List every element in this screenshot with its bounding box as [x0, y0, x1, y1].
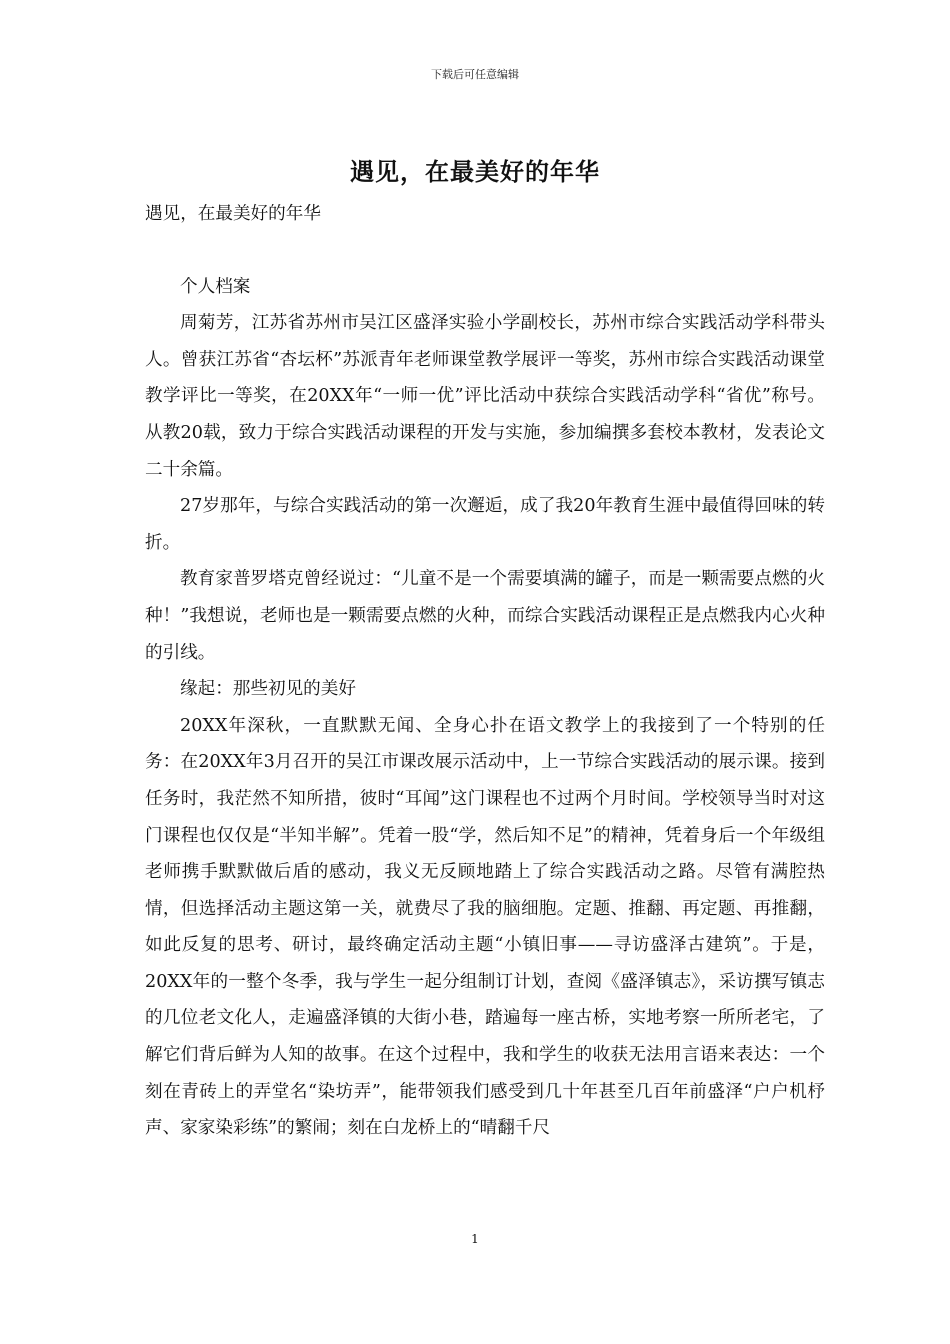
section-heading-profile: 个人档案	[180, 276, 251, 297]
body-paragraph: 27岁那年，与综合实践活动的第一次邂逅，成了我20年教育生涯中最值得回味的转折。	[145, 496, 825, 553]
document-title: 遇见，在最美好的年华	[350, 158, 600, 186]
document-body	[145, 196, 825, 1147]
section-heading-origin: 缘起：那些初见的美好	[180, 679, 356, 700]
profile-paragraph: 周菊芳，江苏省苏州市吴江区盛泽实验小学副校长，苏州市综合实践活动学科带头人。曾获江苏省“杏坛杯”苏派青年老师课堂教学展评一等奖，苏州市综合实践活动课堂教学评比一等奖，在20XX年“一师一优”评比活动中获综合实践活动学科“省优”称号。从教20载，致力于综合实践活动课程的开发与实施，参加编撰多套校本教材，发表论文二十余篇。	[145, 313, 825, 480]
body-paragraph: 20XX年深秋，一直默默无闻、全身心扑在语文教学上的我接到了一个特别的任务：在20XX年3月召开的吴江市课改展示活动中，上一节综合实践活动的展示课。接到任务时，我茫然不知所措，彼时“耳闻”这门课程也不过两个月时间。学校领导当时对这门课程也仅仅是“半知半解”。凭着一股“学，然后知不足”的精神，凭着身后一个年级组老师携手默默做后盾的感动，我义无反顾地踏上了综合实践活动之路。尽管有满腔热情，但选择活动主题这第一关，就费尽了我的脑细胞。定题、推翻、再定题、再推翻，如此反复的思考、研讨，最终确定活动主题“小镇旧事——寻访盛泽古建筑”。于是，20XX年的一整个冬季，我与学生一起分组制订计划，查阅《盛泽镇志》，采访撰写镇志的几位老文化人，走遍盛泽镇的大街小巷，踏遍每一座古桥，实地考察一所所老宅，了解它们背后鲜为人知的故事。在这个过程中，我和学生的收获无法用言语来表达：一个刻在青砖上的弄堂名“染坊弄”，能带领我们感受到几十年甚至几百年前盛泽“户户机杼声、家家染彩练”的繁闹；刻在白龙桥上的“晴翻千尺	[145, 715, 825, 1139]
page-number: 1	[471, 1232, 479, 1246]
subtitle-paragraph: 遇见，在最美好的年华	[145, 204, 321, 224]
page-header: 下载后可任意编辑	[431, 68, 519, 81]
body-paragraph: 教育家普罗塔克曾经说过：“儿童不是一个需要填满的罐子，而是一颗需要点燃的火种！”我想说，老师也是一颗需要点燃的火种，而综合实践活动课程正是点燃我内心火种的引线。	[145, 569, 825, 663]
